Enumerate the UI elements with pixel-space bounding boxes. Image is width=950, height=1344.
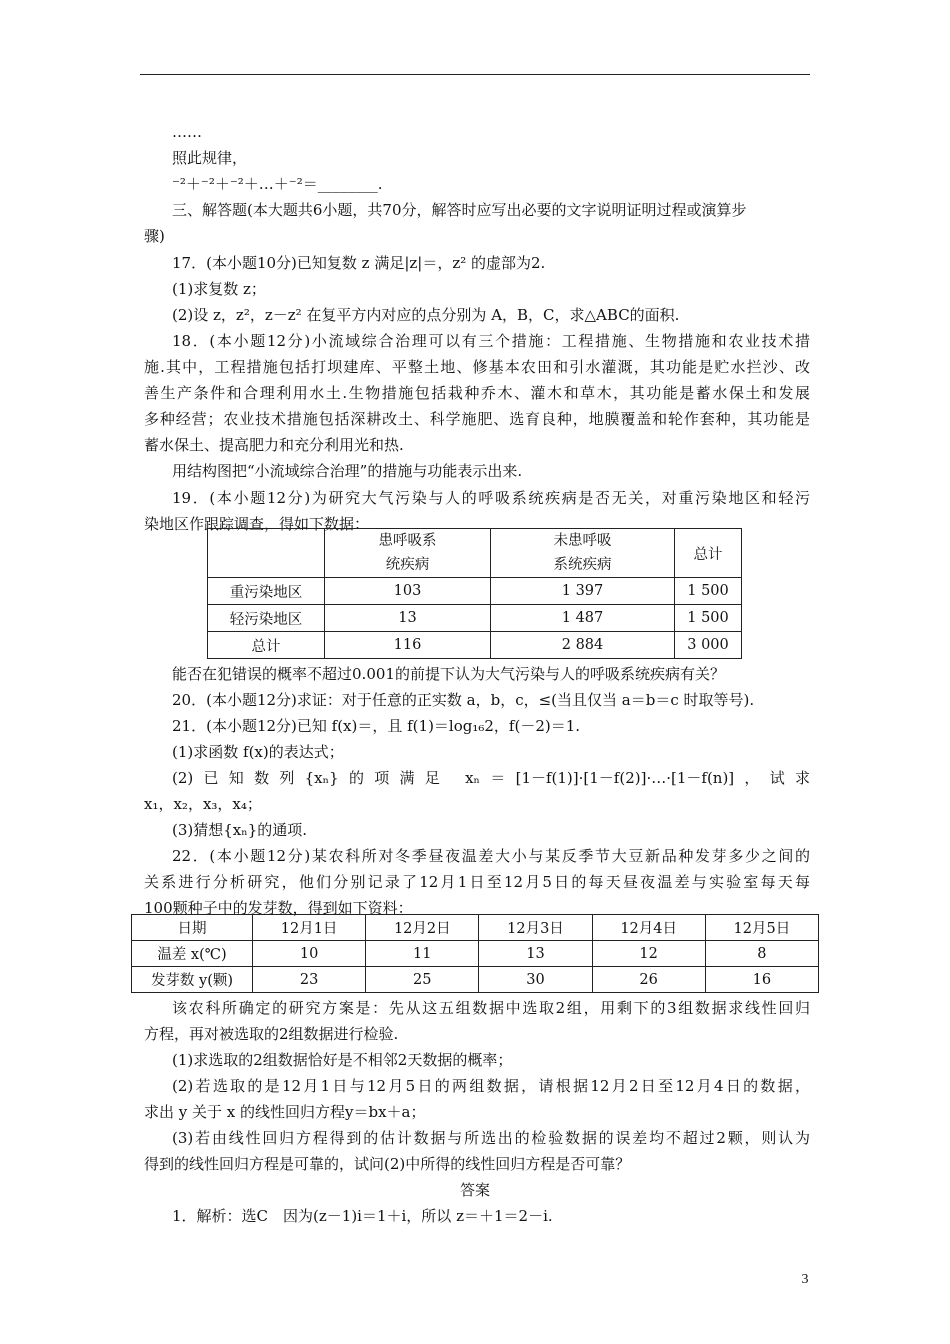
question-19: 19．(本小题12分)为研究大气污染与人的呼吸系统疾病是否无关，对重污染地区和轻污 bbox=[172, 489, 810, 507]
table-cell: 1 500 bbox=[675, 605, 742, 632]
header-line: 系统疾病 bbox=[553, 557, 612, 573]
table-cell: 12月1日 bbox=[253, 915, 366, 941]
table-cell: 11 bbox=[366, 941, 479, 967]
table-cell: 日期 bbox=[132, 915, 253, 941]
table-cell: 2 884 bbox=[491, 632, 675, 659]
header-rule bbox=[140, 74, 810, 75]
question-18-task: 用结构图把“小流域综合治理”的措施与功能表示出来. bbox=[172, 462, 523, 480]
question-22-part-1: (1)求选取的2组数据恰好是不相邻2天数据的概率； bbox=[172, 1051, 513, 1069]
table-cell: 8 bbox=[705, 941, 818, 967]
table-cell: 总计 bbox=[208, 632, 325, 659]
table-cell: 30 bbox=[479, 967, 592, 993]
table-cell: 13 bbox=[325, 605, 491, 632]
question-18: 18．(本小题12分)小流域综合治理可以有三个措施：工程措施、生物措施和农业技术措 bbox=[172, 332, 810, 350]
table-cell: 轻污染地区 bbox=[208, 605, 325, 632]
table-cell: 1 500 bbox=[675, 578, 742, 605]
germination-table bbox=[131, 914, 819, 993]
table-cell: 12月3日 bbox=[479, 915, 592, 941]
section-heading-cont: 骤) bbox=[144, 227, 165, 245]
table-cell: 温差 x(℃) bbox=[132, 941, 253, 967]
table-header: 总计 bbox=[675, 529, 742, 578]
table-cell: 3 000 bbox=[675, 632, 742, 659]
table-header bbox=[325, 529, 491, 578]
question-21-part-2-cont: x₁，x₂，x₃，x₄； bbox=[144, 795, 262, 813]
question-22-line: 100颗种子中的发芽数，得到如下资料： bbox=[144, 899, 413, 917]
question-20: 20．(本小题12分)求证：对于任意的正实数 a，b，c，≤(当且仅当 a＝b＝c 时取等号). bbox=[172, 691, 755, 709]
table-cell: 103 bbox=[325, 578, 491, 605]
page-number: 3 bbox=[801, 1272, 809, 1287]
sum-fill-blank: ⁻²＋⁻²＋⁻²＋…＋⁻²＝________. bbox=[172, 175, 383, 193]
table-cell: 12月2日 bbox=[366, 915, 479, 941]
table-cell: 23 bbox=[253, 967, 366, 993]
table-cell: 12 bbox=[592, 941, 705, 967]
table-header-blank bbox=[208, 529, 325, 578]
question-22-part-2-cont: 求出 y 关于 x 的线性回归方程y＝bx＋a； bbox=[144, 1103, 426, 1121]
question-22-plan: 该农科所确定的研究方案是：先从这五组数据中选取2组，用剩下的3组数据求线性回归 bbox=[172, 999, 810, 1017]
question-17-part-2: (2)设 z，z²，z－z² 在复平方内对应的点分别为 A，B，C，求△ABC的面积. bbox=[172, 306, 680, 324]
table-cell: 25 bbox=[366, 967, 479, 993]
question-22-part-3: (3)若由线性回归方程得到的估计数据与所选出的检验数据的误差均不超过2颗，则认为 bbox=[172, 1129, 810, 1147]
table-cell: 1 487 bbox=[491, 605, 675, 632]
answers-heading: 答案 bbox=[459, 1181, 490, 1199]
question-21-part-2: (2)已知数列{xₙ}的项满足 xₙ＝[1－f(1)]·[1－f(2)]·…·[1－f(n)]，试求 bbox=[172, 769, 810, 787]
question-18-line: 施.其中，工程措施包括打坝建库、平整土地、修基本农田和引水灌溉，其功能是贮水拦沙、改 bbox=[144, 358, 810, 376]
question-17-part-1: (1)求复数 z； bbox=[172, 280, 266, 298]
question-18-line: 蓄水保土、提高肥力和充分利用光和热. bbox=[144, 436, 404, 454]
question-18-line: 善生产条件和合理利用水土.生物措施包括栽种乔木、灌木和草木，其功能是蓄水保土和发展 bbox=[144, 384, 810, 402]
question-19-ask: 能否在犯错误的概率不超过0.001的前提下认为大气污染与人的呼吸系统疾病有关？ bbox=[172, 665, 725, 683]
table-row bbox=[132, 915, 819, 941]
table-cell: 12月5日 bbox=[705, 915, 818, 941]
question-22-part-2: (2)若选取的是12月1日与12月5日的两组数据，请根据12月2日至12月4日的数据， bbox=[172, 1077, 810, 1095]
table-cell: 116 bbox=[325, 632, 491, 659]
table-cell: 26 bbox=[592, 967, 705, 993]
table-row bbox=[208, 605, 742, 632]
table-cell: 1 397 bbox=[491, 578, 675, 605]
table-cell: 13 bbox=[479, 941, 592, 967]
table-row bbox=[132, 967, 819, 993]
question-18-line: 多种经营；农业技术措施包括深耕改土、科学施肥、选育良种，地膜覆盖和轮作套种，其功能是 bbox=[144, 410, 810, 428]
question-21: 21．(本小题12分)已知 f(x)＝，且 f(1)＝log₁₆2，f(－2)＝1. bbox=[172, 717, 581, 735]
table-row bbox=[208, 578, 742, 605]
header-line: 患呼吸系 bbox=[378, 533, 437, 549]
question-21-part-3: (3)猜想{xₙ}的通项. bbox=[172, 821, 308, 839]
question-19-line: 染地区作跟踪调查，得如下数据： bbox=[144, 515, 370, 533]
question-22-line: 关系进行分析研究，他们分别记录了12月1日至12月5日的每天昼夜温差与实验室每天每 bbox=[144, 873, 810, 891]
table-header bbox=[491, 529, 675, 578]
question-17: 17．(本小题10分)已知复数 z 满足|z|＝，z² 的虚部为2. bbox=[172, 254, 546, 272]
pollution-table bbox=[207, 528, 742, 659]
answer-1: 1．解析：选C 因为(z－1)i＝1＋i，所以 z＝＋1＝2－i. bbox=[172, 1207, 553, 1225]
header-line: 未患呼吸 bbox=[553, 533, 612, 549]
question-21-part-1: (1)求函数 f(x)的表达式； bbox=[172, 743, 344, 761]
ellipsis-line: …… bbox=[172, 123, 202, 141]
question-22-part-3-cont: 得到的线性回归方程是可靠的，试问(2)中所得的线性回归方程是否可靠？ bbox=[144, 1155, 631, 1173]
section-heading: 三、解答题(本大题共6小题，共70分，解答时应写出必要的文字说明证明过程或演算步 bbox=[172, 201, 747, 219]
header-line: 统疾病 bbox=[385, 557, 430, 573]
table-row bbox=[132, 941, 819, 967]
table-cell: 10 bbox=[253, 941, 366, 967]
table-cell: 发芽数 y(颗) bbox=[132, 967, 253, 993]
table-cell: 重污染地区 bbox=[208, 578, 325, 605]
question-22-plan-cont: 方程，再对被选取的2组数据进行检验. bbox=[144, 1025, 399, 1043]
text-line: 照此规律， bbox=[172, 149, 248, 167]
table-cell: 12月4日 bbox=[592, 915, 705, 941]
table-cell: 16 bbox=[705, 967, 818, 993]
table-row bbox=[208, 632, 742, 659]
question-22: 22．(本小题12分)某农科所对冬季昼夜温差大小与某反季节大豆新品种发芽多少之间的 bbox=[172, 847, 810, 865]
